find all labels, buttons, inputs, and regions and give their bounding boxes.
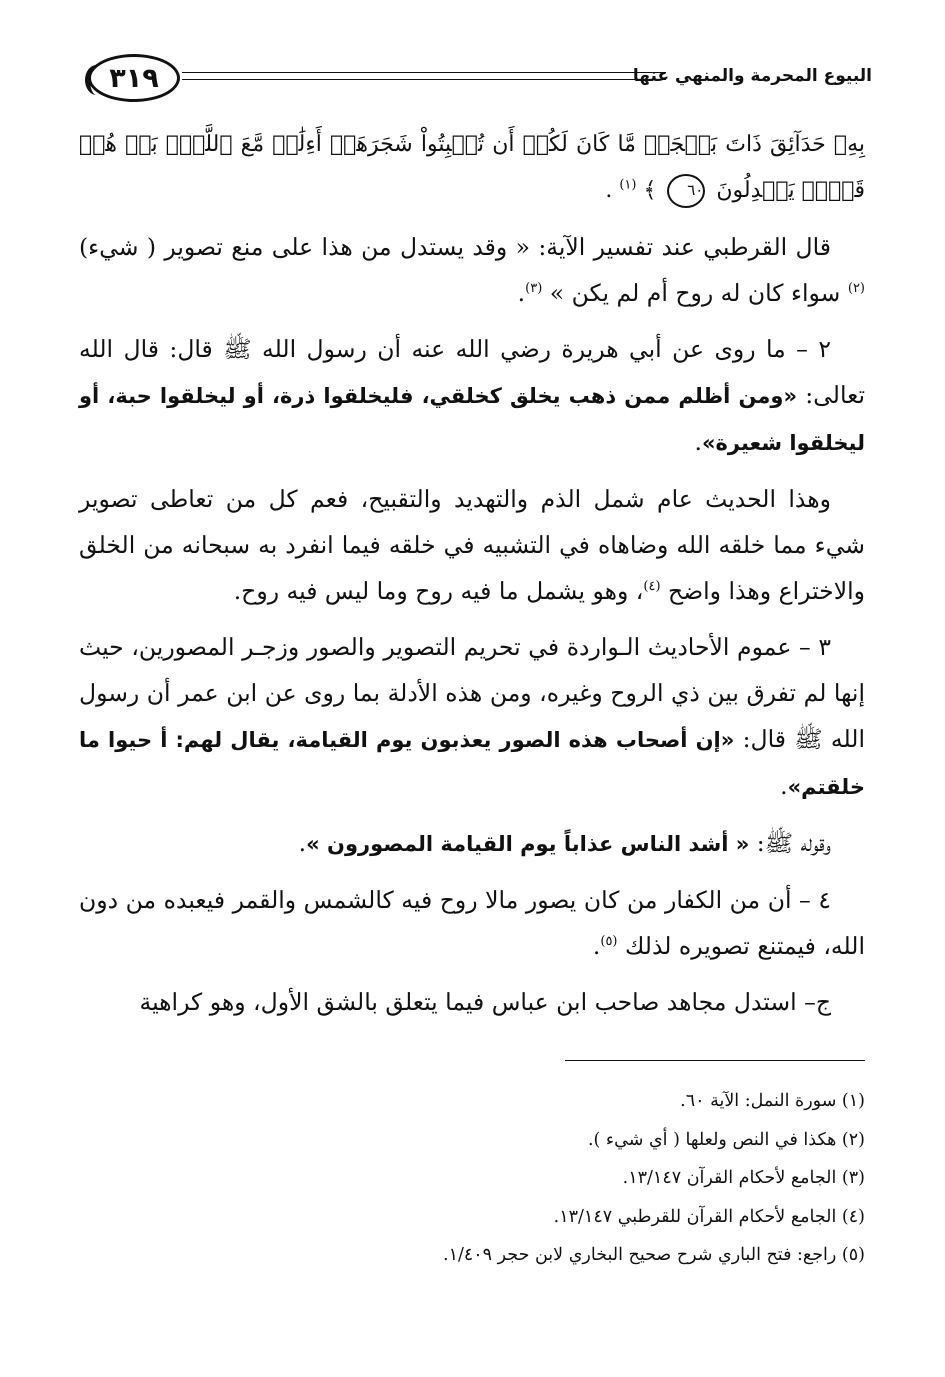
verse-close: ﴾ bbox=[643, 178, 657, 203]
verse-end: . bbox=[605, 178, 613, 203]
footnote-5: (٥) راجع: فتح الباري شرح صحيح البخاري لابن حجر ١/٤٠٩. bbox=[443, 1245, 865, 1265]
paragraph-tail: . bbox=[592, 932, 601, 960]
page-number-badge bbox=[88, 54, 180, 102]
body-text bbox=[79, 122, 865, 1035]
paragraph-text: وهذا الحديث عام شمل الذم والتهديد والتقبيح، فعم كل من تعاطى تصوير شيء مما خلقه الله وضاهاه في التشبيه في خلقه فيما انفرد به سبحانه من الخلق والاختراع وهذا واضح bbox=[79, 485, 865, 605]
paragraph-text: ج– استدل مجاهد صاحب ابن عباس فيما يتعلق بالشق الأول، وهو كراهية bbox=[139, 988, 831, 1016]
page-number: ٣١٩ bbox=[109, 62, 159, 94]
footnote-1: (١) سورة النمل: الآية ٦٠. bbox=[680, 1091, 865, 1111]
paragraph-point-4 bbox=[79, 877, 865, 969]
footnote-2: (٢) هكذا في النص ولعلها ( أي شيء ). bbox=[587, 1129, 865, 1150]
hadith-quote: « أشد الناس عذاباً يوم القيامة المصورون » bbox=[306, 832, 750, 856]
header-title: البيوع المحرمة والمنهي عنها bbox=[632, 66, 872, 86]
paragraph-hadith-1 bbox=[79, 326, 865, 466]
quran-verse bbox=[79, 122, 865, 214]
ayah-number-mark: ٦٠ bbox=[667, 174, 705, 208]
paragraph-text: ٢ – ما روى عن أبي هريرة رضي الله عنه أن رسول الله ﷺ قال: قال الله تعالى: bbox=[79, 335, 865, 409]
footnote-ref: (٢) bbox=[847, 281, 865, 297]
paragraph-end: . bbox=[780, 772, 788, 800]
paragraph-end: . bbox=[694, 428, 702, 456]
hadith-quote: «ومن أظلم ممن ذهب يخلق كخلقي، فليخلقوا ذرة، أو ليخلقوا حبة، أو ليخلقوا شعيرة» bbox=[79, 384, 865, 455]
paragraph-text: قال القرطبي عند تفسير الآية: « وقد يستدل من هذا على منع تصوير ( شيء) bbox=[79, 233, 831, 261]
paragraph-end: . bbox=[298, 829, 307, 857]
paragraph-tail: ، وهو يشمل ما فيه روح وما ليس فيه روح. bbox=[233, 577, 644, 605]
paragraph-end: . bbox=[517, 279, 526, 307]
hadith-quote: «إن أصحاب هذه الصور يعذبون يوم القيامة، يقال لهم: أ حيوا ما خلقتم» bbox=[79, 728, 865, 799]
paragraph-commentary bbox=[79, 476, 865, 614]
footnote-ref: (٤) bbox=[643, 579, 661, 595]
running-header bbox=[82, 52, 872, 110]
paragraph-hadith-3 bbox=[79, 820, 865, 867]
paragraph-qurtubi bbox=[79, 224, 865, 316]
paragraph-mujahid bbox=[79, 979, 865, 1025]
footnote-separator bbox=[565, 1060, 865, 1061]
paragraph-text: ٣ – عموم الأحاديث الـواردة في تحريم التصوير والصور وزجـر المصورين، حيث إنها لم تفرق بين ذي الروح وغيره، ومن هذه الأدلة بما روى عن ابن عمر أن رسول الله ﷺ قال: bbox=[79, 633, 865, 753]
paragraph-hadith-2 bbox=[79, 624, 865, 810]
verse-text: بِهِۦ حَدَآئِقَ ذَاتَ بَهۡجَةٖ مَّا كَانَ لَكُمۡ أَن تُنۢبِتُواْ شَجَرَهَآۗ أَءِلَٰهٞ مَّعَ ٱللَّهِۚ بَلۡ هُمۡ قَوۡمٞ يَعۡدِلُونَ bbox=[79, 132, 865, 203]
footnote-4: (٤) الجامع لأحكام القرآن للقرطبي ١٣/١٤٧. bbox=[553, 1206, 865, 1227]
footnote-ref: (٥) bbox=[600, 934, 618, 950]
header-double-rule bbox=[182, 72, 666, 80]
paragraph-text: ٤ – أن من الكفار من كان يصور مالا روح فيه كالشمس والقمر فيعبده من دون الله، فيمتنع تصويره لذلك bbox=[79, 886, 865, 960]
footnotes bbox=[79, 1082, 865, 1275]
paragraph-tail: سواء كان له روح أم لم يكن » bbox=[549, 279, 848, 307]
paragraph-text: وقوله ﷺ: bbox=[749, 829, 831, 857]
footnote-ref: (٣) bbox=[525, 281, 543, 297]
footnote-3: (٣) الجامع لأحكام القرآن ١٣/١٤٧. bbox=[622, 1168, 865, 1188]
footnote-ref: (١) bbox=[619, 177, 637, 193]
